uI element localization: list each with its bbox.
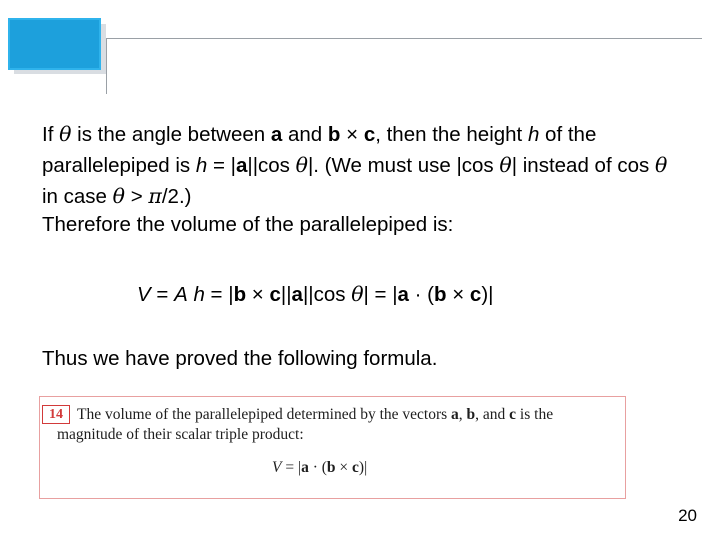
vector-b: b: [233, 283, 247, 306]
theta-symbol: θ: [654, 153, 668, 177]
text: (: [427, 283, 434, 306]
variable-V: V: [137, 283, 151, 306]
vector-a: a: [301, 459, 309, 476]
pi-symbol: π: [148, 184, 162, 208]
cross-symbol: ×: [340, 123, 364, 146]
variable-V: V: [272, 459, 282, 476]
text: If: [42, 123, 60, 146]
theorem-box: [39, 396, 626, 499]
cross-symbol: ×: [246, 283, 270, 306]
text: and: [282, 123, 328, 146]
text: ||cos: [247, 154, 296, 177]
text: | instead of cos: [511, 154, 655, 177]
header-rule-vertical: [106, 38, 107, 94]
theta-symbol: θ: [351, 282, 364, 306]
variable-h: h: [527, 123, 540, 146]
text: in case: [42, 185, 113, 208]
height-explanation-paragraph: [42, 119, 682, 212]
theta-symbol: θ: [295, 153, 308, 177]
text: of the parallelepiped is: [42, 123, 597, 177]
vector-c: c: [509, 406, 517, 423]
variable-h: h: [193, 283, 205, 306]
text: = |: [281, 459, 302, 476]
text: = |: [207, 154, 236, 177]
text: =: [150, 283, 175, 306]
vector-c: c: [469, 283, 482, 306]
text: ||: [280, 283, 292, 306]
text: >: [125, 185, 149, 208]
dot-symbol: ·: [408, 283, 428, 306]
conclusion-paragraph: Thus we have proved the following formula.: [42, 347, 438, 370]
vector-a: a: [235, 154, 248, 177]
text: )|: [481, 283, 494, 306]
variable-A: A: [174, 283, 188, 306]
theta-symbol: θ: [499, 153, 512, 177]
page-number: 20: [678, 506, 697, 525]
cross-symbol: ×: [446, 283, 470, 306]
vector-c: c: [352, 459, 359, 476]
vector-c: c: [363, 123, 376, 146]
vector-c: c: [269, 283, 281, 306]
text: | = |: [363, 283, 398, 306]
theorem-number: 14: [42, 405, 70, 424]
theta-symbol: θ: [112, 184, 125, 208]
text: ,: [458, 406, 467, 423]
text: /2.): [161, 185, 192, 208]
text: , then the height: [375, 123, 528, 146]
volume-intro-paragraph: Therefore the volume of the parallelepiped is:: [42, 213, 454, 236]
header-rule-horizontal: [106, 38, 702, 39]
theorem-formula: [272, 459, 367, 477]
vector-b: b: [434, 283, 447, 306]
text: , and: [475, 406, 510, 423]
text: is the magnitude of their scalar triple product:: [57, 406, 554, 443]
variable-h: h: [195, 154, 208, 177]
theta-symbol: θ: [59, 122, 72, 146]
text: = |: [204, 283, 234, 306]
vector-a: a: [451, 406, 459, 423]
vector-b: b: [327, 123, 341, 146]
vector-a: a: [397, 283, 409, 306]
vector-b: b: [326, 459, 336, 476]
vector-a: a: [270, 123, 283, 146]
text: · (: [308, 459, 327, 476]
text: The volume of the parallelepiped determined by the vectors: [77, 406, 452, 423]
theorem-statement: [57, 405, 617, 445]
text: )|: [358, 459, 368, 476]
text: ||cos: [302, 283, 352, 306]
vector-a: a: [291, 283, 303, 306]
cross-symbol: ×: [335, 459, 353, 476]
volume-equation: [137, 279, 493, 310]
text: is the angle between: [71, 123, 271, 146]
vector-b: b: [466, 406, 476, 423]
decorative-blue-square: [8, 18, 101, 70]
text: |. (We must use |cos: [307, 154, 500, 177]
